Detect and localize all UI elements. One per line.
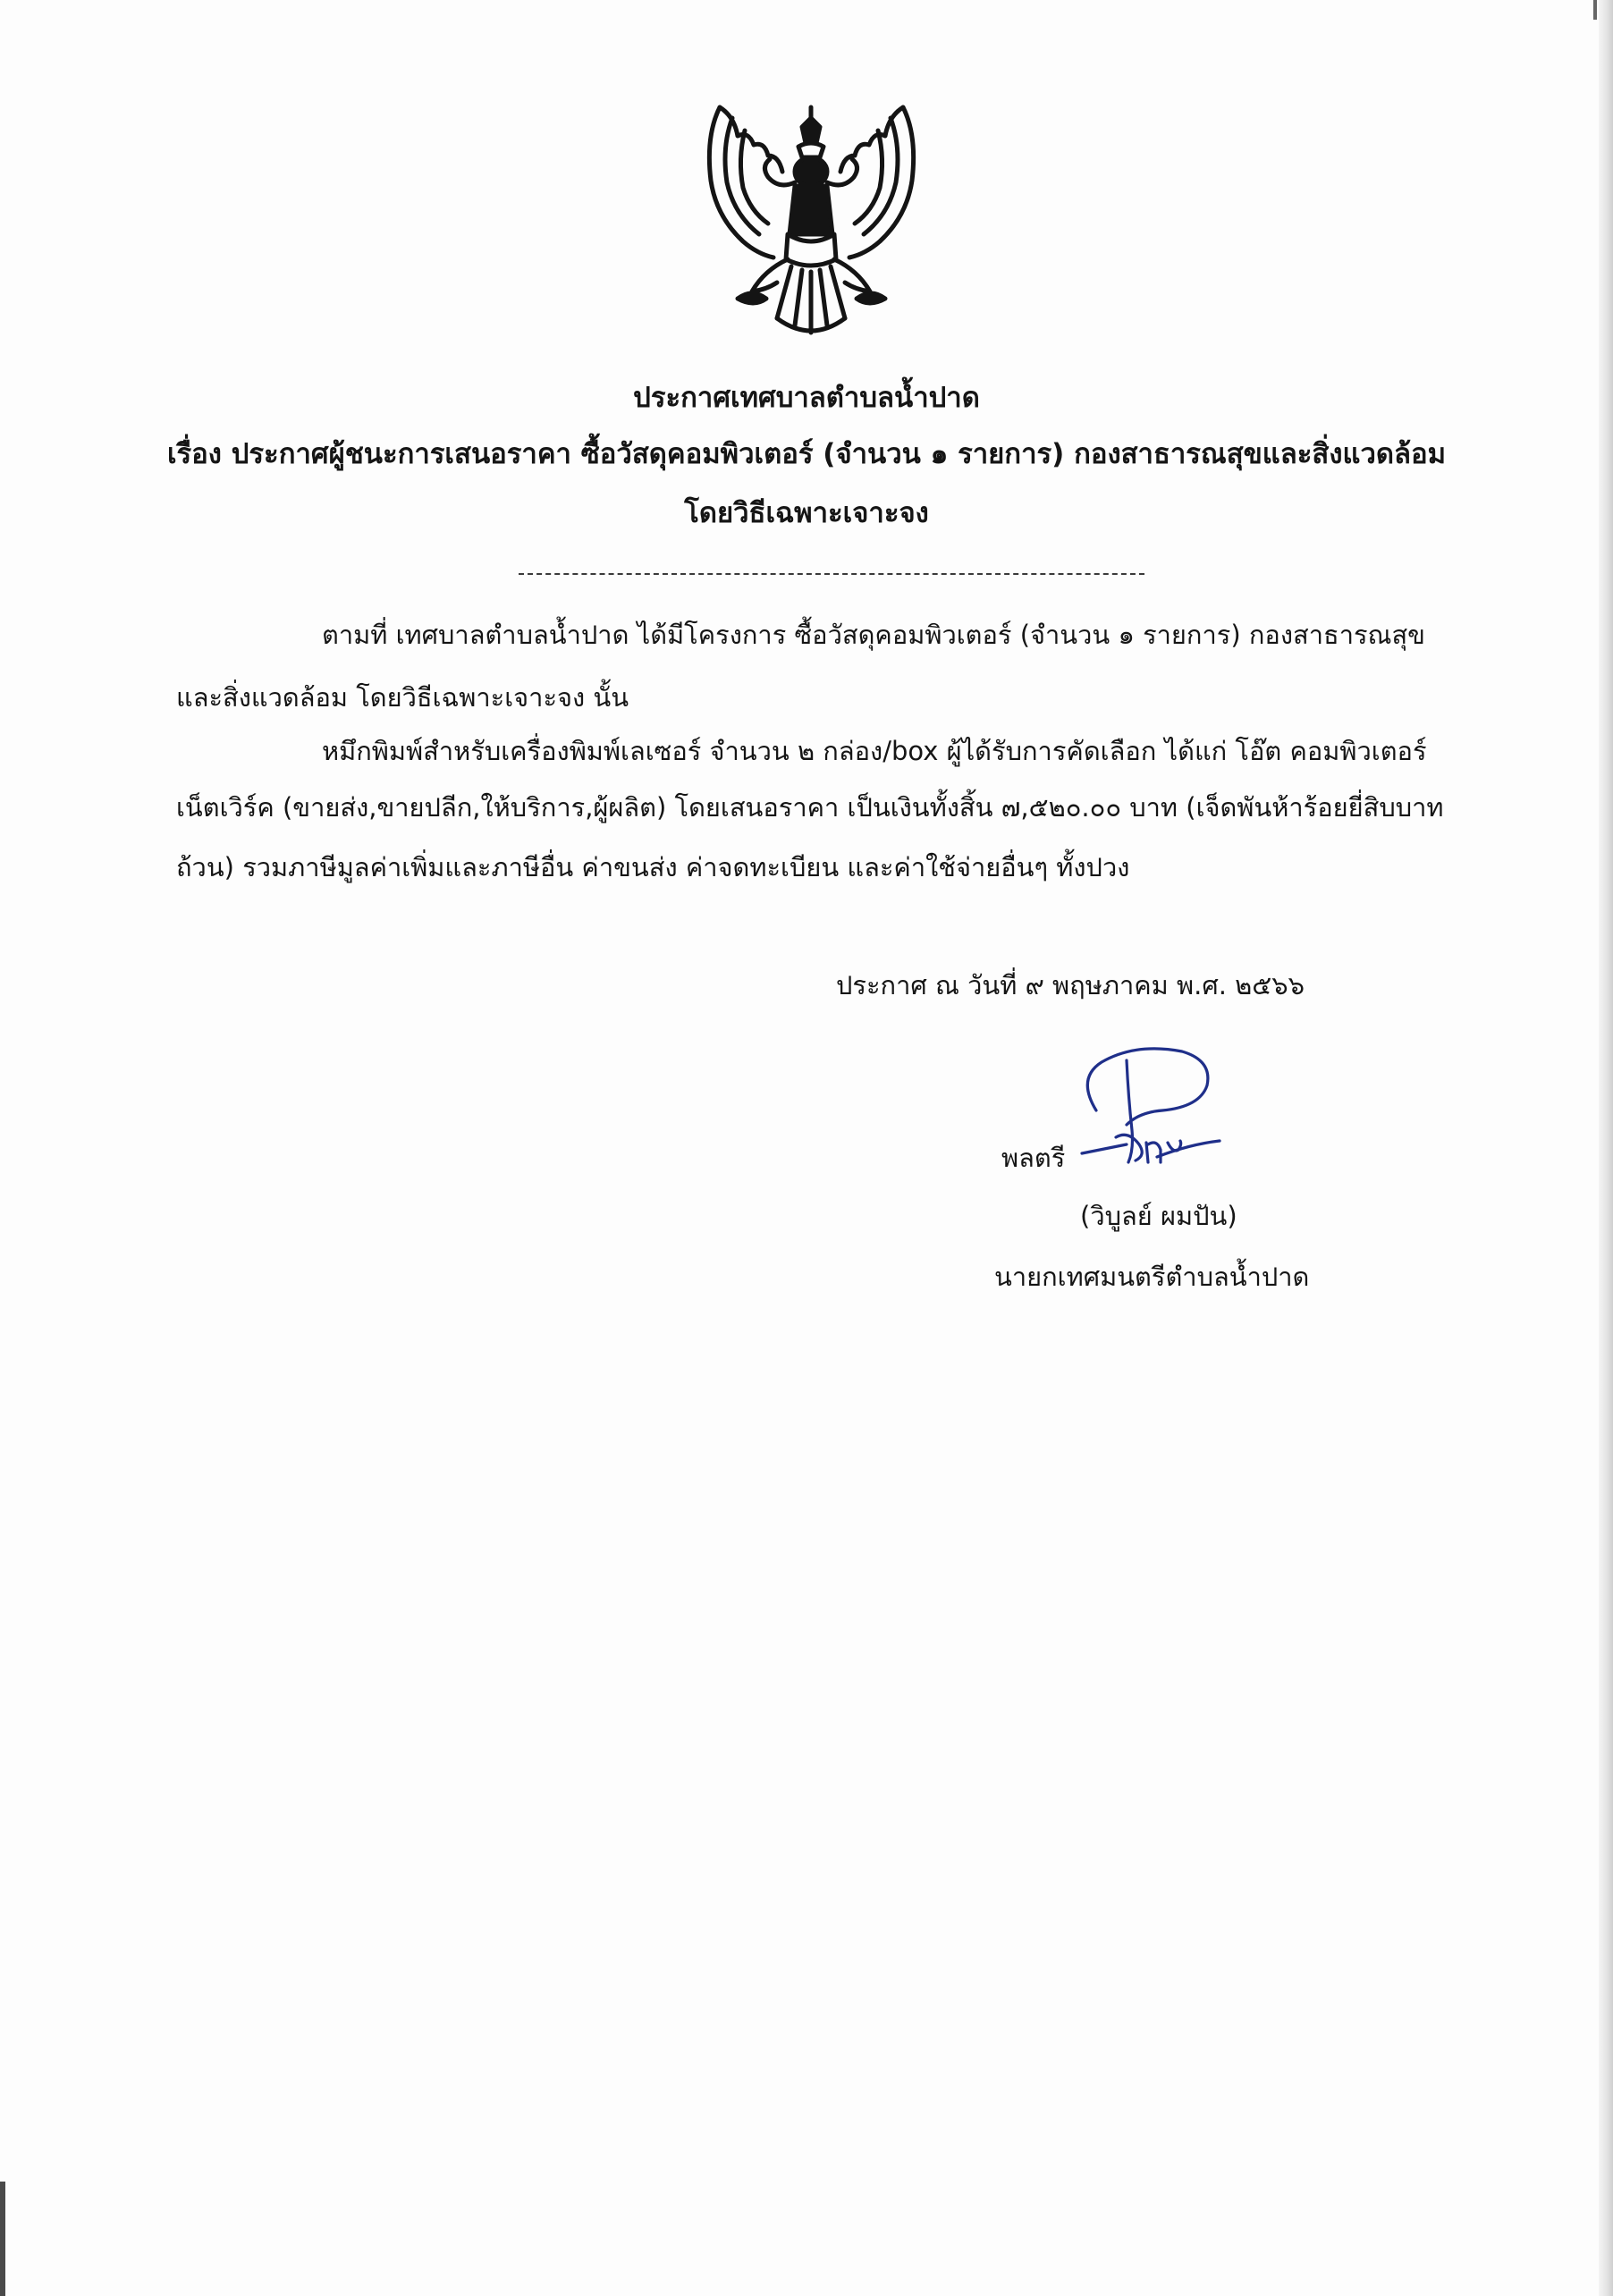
dashed-divider — [519, 573, 1144, 575]
body-line-5: ถ้วน) รวมภาษีมูลค่าเพิ่มและภาษีอื่น ค่าขนส่ง ค่าจดทะเบียน และค่าใช้จ่ายอื่นๆ ทั้งปวง — [176, 852, 1130, 882]
announcement-date: ประกาศ ณ วันที่ ๙ พฤษภาคม พ.ศ. ๒๕๖๖ — [836, 970, 1305, 1000]
procurement-method-heading: โดยวิธีเฉพาะเจาะจง — [684, 497, 929, 529]
body-line-2: และสิ่งแวดล้อม โดยวิธีเฉพาะเจาะจง นั้น — [176, 682, 629, 713]
signatory-rank: พลตรี — [1001, 1143, 1066, 1173]
body-line-3: หมึกพิมพ์สำหรับเครื่องพิมพ์เลเซอร์ จำนวน ๒ กล่อง/box ผู้ได้รับการคัดเลือก ได้แก่ โอ๊ต คอมพิวเตอร์ — [322, 736, 1427, 766]
signature-image — [1064, 1044, 1234, 1178]
body-line-4: เน็ตเวิร์ค (ขายส่ง,ขายปลีก,ให้บริการ,ผู้ผลิต) โดยเสนอราคา เป็นเงินทั้งสิ้น ๗,๕๒๐.๐๐ บาท (เจ็ดพันห้าร้อยยี่สิบบาท — [176, 792, 1444, 823]
garuda-emblem-icon — [702, 100, 921, 343]
signatory-title: นายกเทศมนตรีตำบลน้ำปาด — [994, 1262, 1310, 1292]
body-line-1: ตามที่ เทศบาลตำบลน้ำปาด ได้มีโครงการ ซื้อวัสดุคอมพิวเตอร์ (จำนวน ๑ รายการ) กองสาธารณสุข — [322, 620, 1425, 650]
signatory-name: (วิบูลย์ ผมปัน) — [1080, 1201, 1237, 1231]
announcement-subject-heading: เรื่อง ประกาศผู้ชนะการเสนอราคา ซื้อวัสดุคอมพิวเตอร์ (จำนวน ๑ รายการ) กองสาธารณสุขและสิ่งแวดล้อม — [166, 438, 1447, 470]
announcement-organization-heading: ประกาศเทศบาลตำบลน้ำปาด — [633, 382, 980, 414]
